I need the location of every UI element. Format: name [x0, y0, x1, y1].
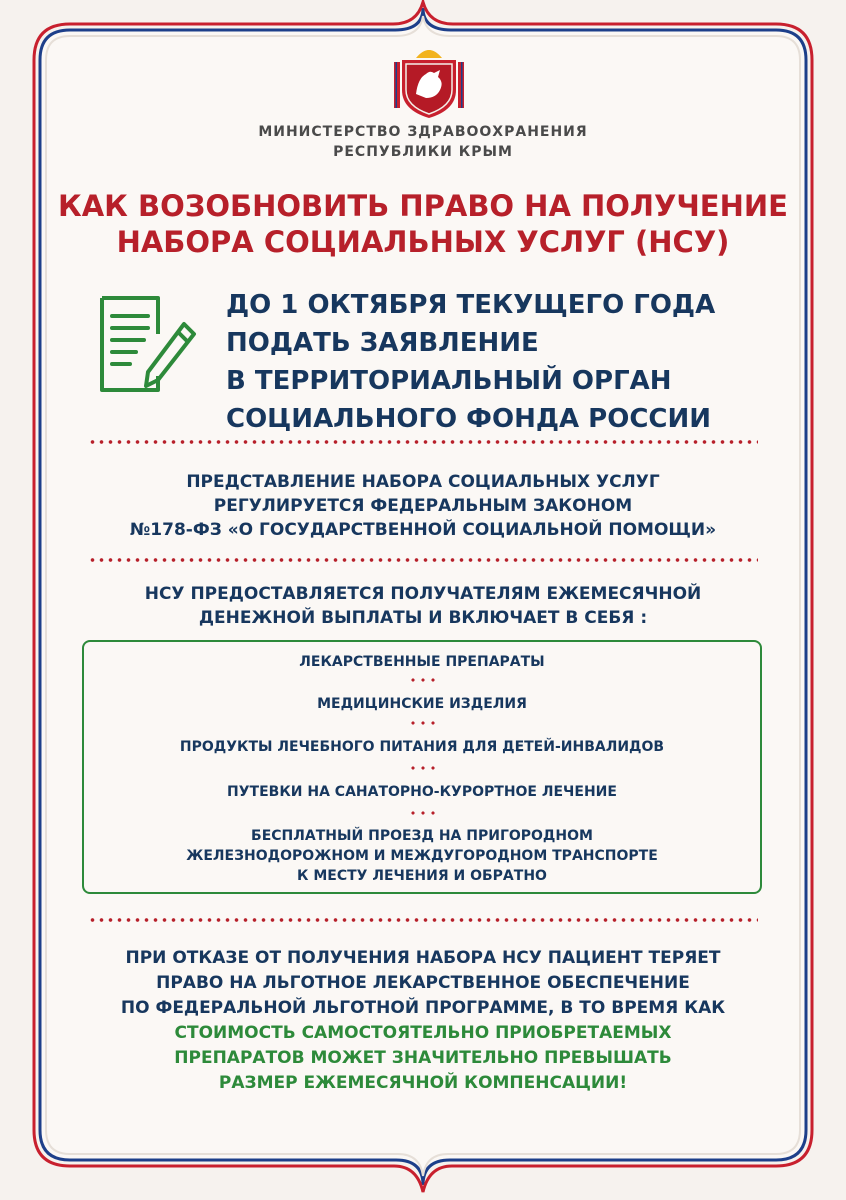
- ministry-name-line1: МИНИСТЕРСТВО ЗДРАВООХРАНЕНИЯ: [258, 124, 588, 140]
- intro-line: ДЕНЕЖНОЙ ВЫПЛАТЫ И ВКЛЮЧАЕТ В СЕБЯ :: [198, 608, 648, 628]
- law-reference: [0, 470, 846, 542]
- benefit-item: МЕДИЦИНСКИЕ ИЗДЕЛИЯ: [317, 696, 527, 712]
- benefit-separator: [408, 811, 438, 815]
- intro-line: НСУ ПРЕДОСТАВЛЯЕТСЯ ПОЛУЧАТЕЛЯМ ЕЖЕМЕСЯЧНОЙ: [144, 584, 702, 604]
- benefit-line: БЕСПЛАТНЫЙ ПРОЕЗД НА ПРИГОРОДНОМ: [251, 828, 593, 844]
- law-line: ПРЕДСТАВЛЕНИЕ НАБОРА СОЦИАЛЬНЫХ УСЛУГ: [186, 472, 660, 492]
- benefit-item: [82, 826, 762, 886]
- deadline-line: ПОДАТЬ ЗАЯВЛЕНИЕ: [226, 328, 539, 358]
- benefit-separator: [408, 766, 438, 770]
- warning-line: ПО ФЕДЕРАЛЬНОЙ ЛЬГОТНОЙ ПРОГРАММЕ, В ТО ВРЕМЯ КАК: [120, 998, 726, 1018]
- page-title-line1: КАК ВОЗОБНОВИТЬ ПРАВО НА ПОЛУЧЕНИЕ: [58, 189, 788, 223]
- law-line: №178-ФЗ «О ГОСУДАРСТВЕННОЙ СОЦИАЛЬНОЙ ПОМОЩИ»: [129, 520, 717, 540]
- ministry-name-line2: РЕСПУБЛИКИ КРЫМ: [333, 144, 513, 160]
- benefit-item: ПРОДУКТЫ ЛЕЧЕБНОГО ПИТАНИЯ ДЛЯ ДЕТЕЙ-ИНВАЛИДОВ: [179, 739, 665, 755]
- warning-highlight-line: ПРЕПАРАТОВ МОЖЕТ ЗНАЧИТЕЛЬНО ПРЕВЫШАТЬ: [174, 1048, 672, 1068]
- dotted-divider: [88, 558, 758, 562]
- deadline-line: ДО 1 ОКТЯБРЯ ТЕКУЩЕГО ГОДА: [226, 290, 716, 320]
- benefit-item: ЛЕКАРСТВЕННЫЕ ПРЕПАРАТЫ: [299, 654, 545, 670]
- benefit-separator: [408, 678, 438, 682]
- warning-block: [0, 946, 846, 1096]
- crimea-coat-of-arms-icon: [394, 44, 464, 122]
- dotted-divider: [88, 440, 758, 444]
- deadline-line: СОЦИАЛЬНОГО ФОНДА РОССИИ: [226, 404, 711, 434]
- warning-highlight-line: РАЗМЕР ЕЖЕМЕСЯЧНОЙ КОМПЕНСАЦИИ!: [218, 1073, 628, 1093]
- benefit-item: ПУТЕВКИ НА САНАТОРНО-КУРОРТНОЕ ЛЕЧЕНИЕ: [227, 784, 617, 800]
- document-pencil-icon: [96, 294, 200, 398]
- page-title-line2: НАБОРА СОЦИАЛЬНЫХ УСЛУГ (НСУ): [116, 225, 730, 259]
- benefit-line: ЖЕЛЕЗНОДОРОЖНОМ И МЕЖДУГОРОДНОМ ТРАНСПОРТЕ: [186, 848, 658, 864]
- dotted-divider: [88, 918, 758, 922]
- benefit-line: К МЕСТУ ЛЕЧЕНИЯ И ОБРАТНО: [297, 868, 547, 884]
- deadline-line: В ТЕРРИТОРИАЛЬНЫЙ ОРГАН: [226, 366, 672, 396]
- law-line: РЕГУЛИРУЕТСЯ ФЕДЕРАЛЬНЫМ ЗАКОНОМ: [213, 496, 633, 516]
- benefits-intro: [0, 582, 846, 630]
- benefit-separator: [408, 721, 438, 725]
- warning-line: ПРИ ОТКАЗЕ ОТ ПОЛУЧЕНИЯ НАБОРА НСУ ПАЦИЕНТ ТЕРЯЕТ: [125, 948, 721, 968]
- deadline-block: [226, 286, 816, 438]
- warning-line: ПРАВО НА ЛЬГОТНОЕ ЛЕКАРСТВЕННОЕ ОБЕСПЕЧЕНИЕ: [156, 973, 690, 993]
- warning-highlight-line: СТОИМОСТЬ САМОСТОЯТЕЛЬНО ПРИОБРЕТАЕМЫХ: [174, 1023, 672, 1043]
